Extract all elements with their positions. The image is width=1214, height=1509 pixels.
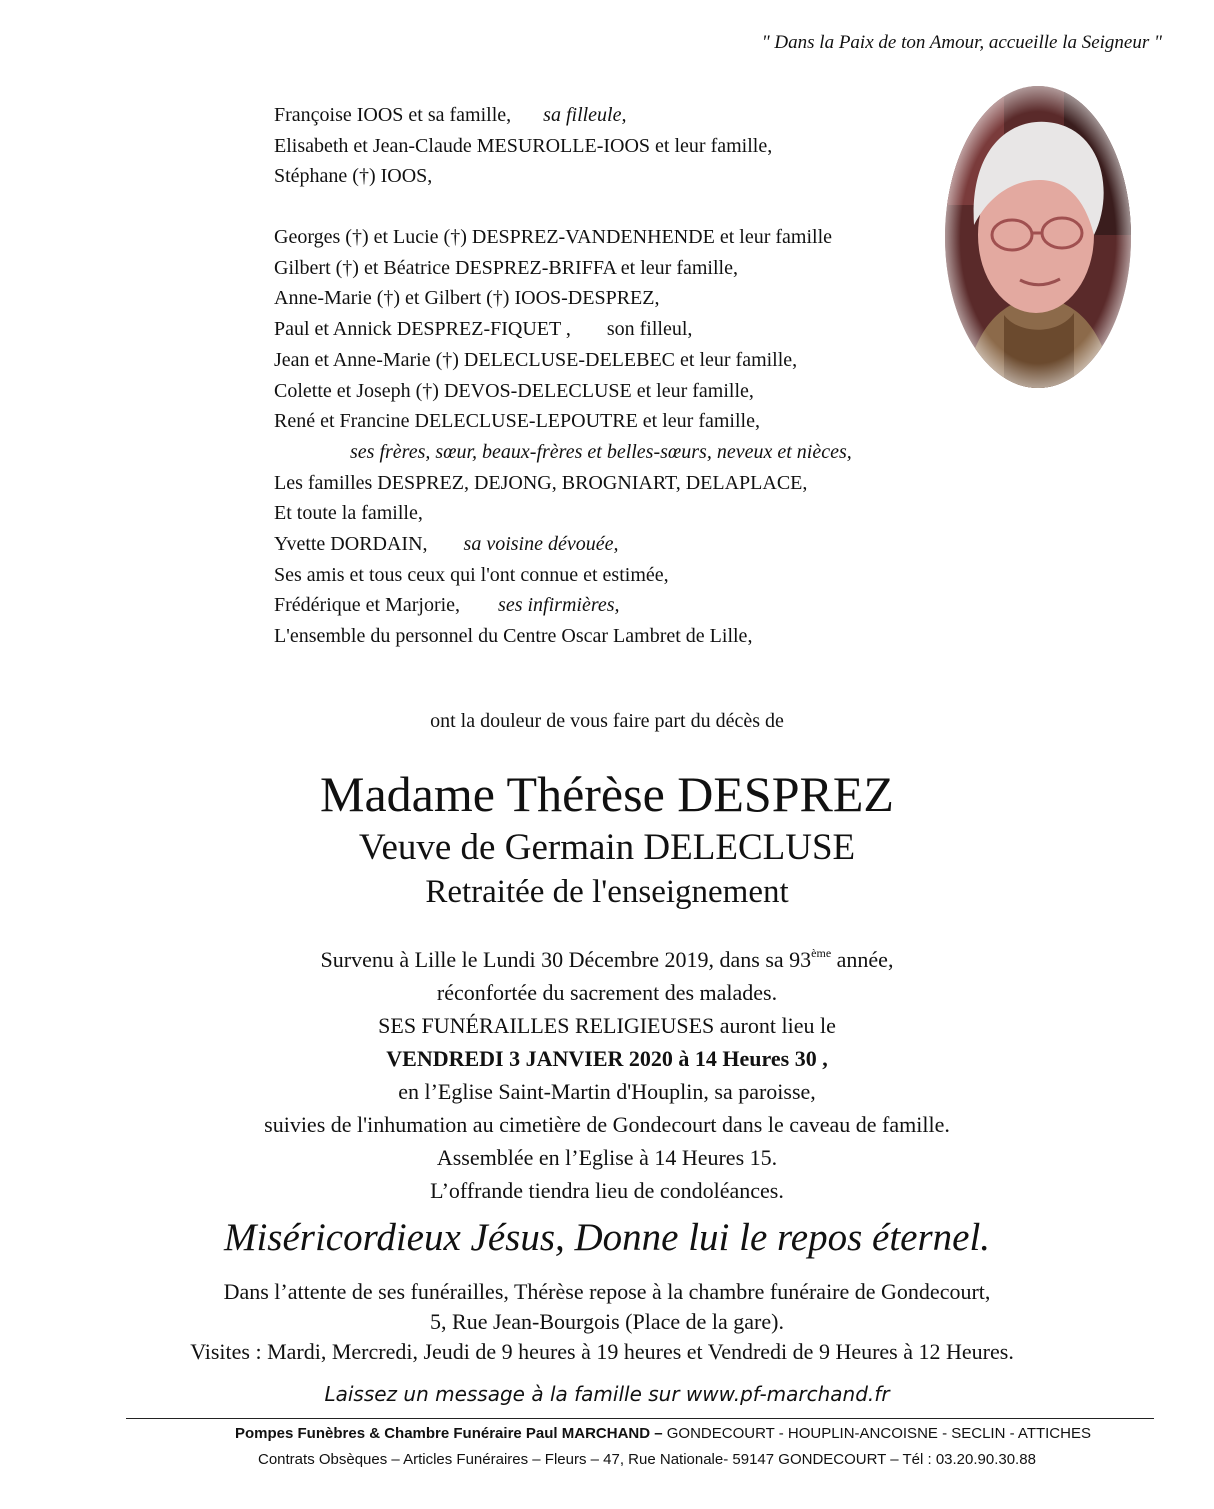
family-line: L'ensemble du personnel du Centre Oscar Lambret de Lille,: [274, 625, 753, 647]
family-line: Frédérique et Marjorie, ses infirmières,: [274, 594, 620, 617]
death-line: Survenu à Lille le Lundi 30 Décembre 2019, dans sa 93ème année,: [320, 946, 894, 972]
funeral-date: VENDREDI 3 JANVIER 2020 à 14 Heures 30 ,: [386, 1046, 828, 1071]
address-line: 5, Rue Jean-Bourgois (Place de la gare).: [430, 1309, 784, 1334]
family-line: René et Francine DELECLUSE-LEPOUTRE et leur famille,: [274, 410, 760, 433]
prayer: Miséricordieux Jésus, Donne lui le repos éternel.: [223, 1216, 991, 1259]
burial-line: suivies de l'inhumation au cimetière de Gondecourt dans le caveau de famille.: [264, 1112, 950, 1137]
family-group-3: [274, 468, 852, 652]
family-line: Gilbert (†) et Béatrice DESPREZ-BRIFFA et leur famille,: [274, 256, 738, 279]
relations-line: ses frères, sœur, beaux-frères et belles-sœurs, neveux et nièces,: [350, 440, 852, 463]
family-line: Georges (†) et Lucie (†) DESPREZ-VANDENHENDE et leur famille: [274, 226, 833, 249]
occupation: Retraitée de l'enseignement: [425, 874, 789, 910]
widow-of: Veuve de Germain DELECLUSE: [358, 827, 856, 868]
family-line: Les familles DESPREZ, DEJONG, BROGNIART, DELAPLACE,: [274, 471, 808, 494]
family-line: Yvette DORDAIN, sa voisine dévouée,: [274, 532, 619, 555]
family-line: Stéphane (†) IOOS,: [274, 165, 433, 188]
announcement: ont la douleur de vous faire part du décès de: [430, 710, 784, 732]
family-list: [274, 100, 852, 652]
family-line: Jean et Anne-Marie (†) DELECLUSE-DELEBEC et leur famille,: [274, 348, 798, 371]
funeral-intro: SES FUNÉRAILLES RELIGIEUSES auront lieu le: [378, 1013, 836, 1038]
family-line: Colette et Joseph (†) DEVOS-DELECLUSE et leur famille,: [274, 379, 754, 402]
family-line: Et toute la famille,: [274, 502, 423, 525]
assembly-line: Assemblée en l’Eglise à 14 Heures 15.: [436, 1145, 778, 1170]
family-line: Paul et Annick DESPREZ-FIQUET , son filleul,: [274, 318, 693, 341]
rest-line: Dans l’attente de ses funérailles, Thérèse repose à la chambre funéraire de Gondecourt,: [223, 1279, 991, 1304]
family-group-1: [274, 100, 852, 192]
funeral-details: [0, 937, 1214, 1207]
divider: [126, 1418, 1154, 1419]
sacrament-line: réconfortée du sacrement des malades.: [436, 980, 778, 1005]
footer-services: Contrats Obsèques – Articles Funéraires – Fleurs – 47, Rue Nationale- 59147 GONDECOURT – Tél : 03.20.90.30.88: [258, 1451, 1036, 1468]
family-line: Elisabeth et Jean-Claude MESUROLLE-IOOS et leur famille,: [274, 134, 773, 157]
family-line: Anne-Marie (†) et Gilbert (†) IOOS-DESPREZ,: [274, 287, 660, 310]
footer-company: Pompes Funèbres & Chambre Funéraire Paul MARCHAND – GONDECOURT - HOUPLIN-ANCOISNE - SECLIN - ATTICHES: [235, 1425, 1091, 1442]
family-group-2: [274, 222, 852, 468]
epigraph: " Dans la Paix de ton Amour, accueille la Seigneur ": [761, 32, 1162, 53]
church-line: en l’Eglise Saint-Martin d'Houplin, sa paroisse,: [398, 1079, 816, 1104]
website-message[interactable]: Laissez un message à la famille sur www.pf-marchand.fr: [324, 1382, 890, 1406]
rest-info: [0, 1277, 1214, 1367]
deceased-name: Madame Thérèse DESPREZ: [320, 766, 894, 822]
family-line: Françoise IOOS et sa famille, sa filleule,: [274, 104, 627, 126]
portrait-photo: [944, 85, 1132, 390]
family-line: Ses amis et tous ceux qui l'ont connue et estimée,: [274, 563, 669, 586]
visits-line: Visites : Mardi, Mercredi, Jeudi de 9 heures à 19 heures et Vendredi de 9 Heures à 12 Heures.: [190, 1339, 1014, 1364]
offering-line: L’offrande tiendra lieu de condoléances.: [430, 1178, 784, 1203]
